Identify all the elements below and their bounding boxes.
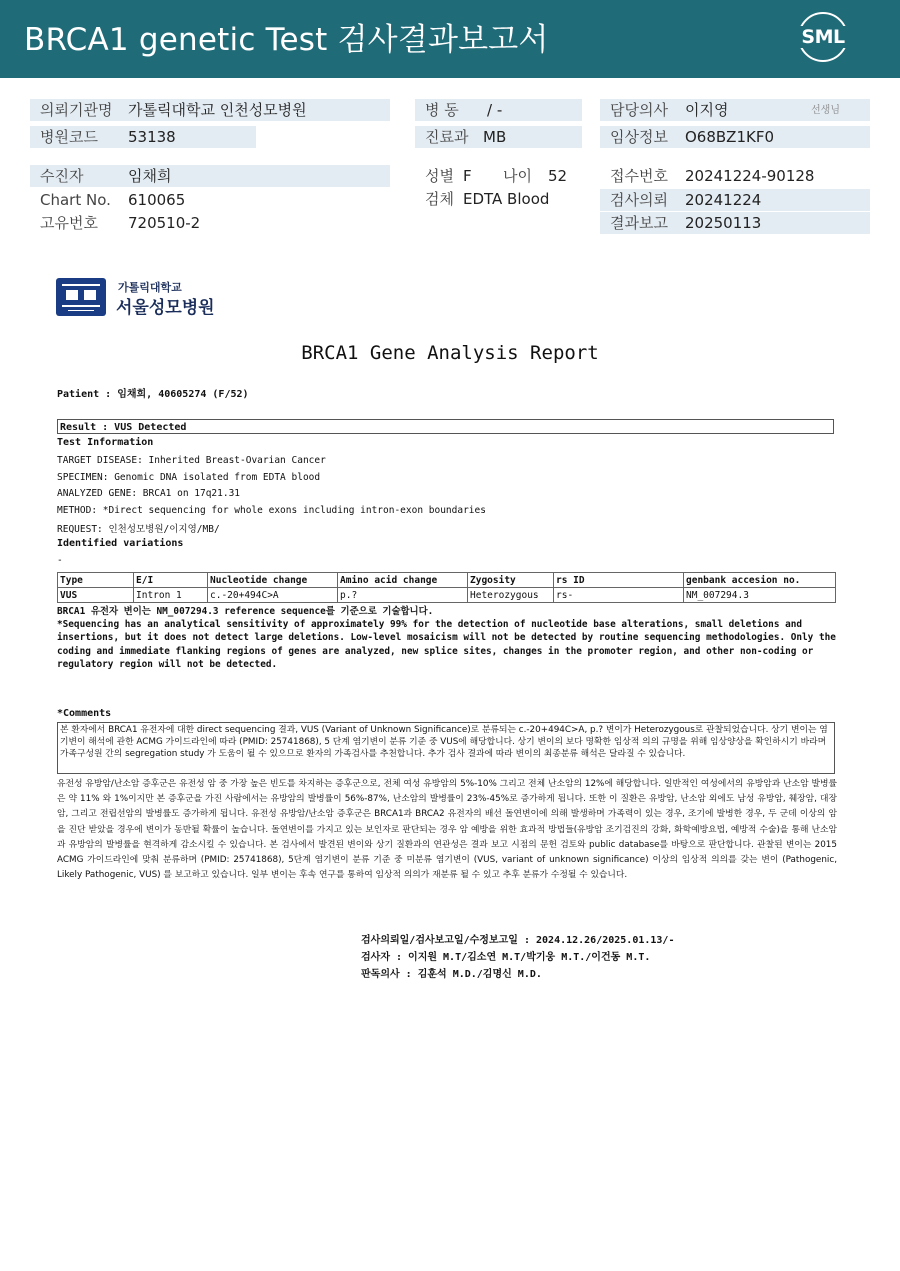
dept-value: MB	[483, 128, 507, 146]
hospital-logo-name: 서울성모병원	[116, 298, 215, 318]
chart-field	[30, 189, 390, 211]
identified-dash: -	[57, 555, 63, 566]
dept-field	[415, 126, 582, 148]
table-header-cell: Zygosity	[468, 573, 554, 588]
receipt-value: 20241224-90128	[685, 167, 815, 185]
table-header-cell: genbank accesion no.	[684, 573, 836, 588]
clinical-value: O68BZ1KF0	[685, 128, 775, 146]
doctor-label: 담당의사	[610, 101, 668, 119]
clinical-field	[600, 126, 870, 148]
sml-logo-text: SML	[801, 26, 845, 48]
age-value: 52	[548, 167, 568, 185]
patient-line: Patient : 임채희, 40605274 (F/52)	[57, 389, 249, 400]
report-date-value: 20250113	[685, 214, 762, 232]
table-cell: Heterozygous	[468, 588, 554, 603]
hospital-code-label: 병원코드	[40, 128, 98, 146]
sex-age-field	[415, 165, 590, 187]
receipt-field	[600, 165, 870, 187]
id-field	[30, 212, 390, 234]
pathologists-line: 판독의사 : 김훈석 M.D./김명신 M.D.	[361, 969, 542, 980]
id-label: 고유번호	[40, 214, 98, 232]
comment-body: 유전성 유방암/난소암 증후군은 유전성 암 중 가장 높은 빈도를 차지하는 증후군으로, 전체 여성 유방암의 5%-10% 그리고 전체 난소암의 12%에 해당합니다. 일반적인 여성에서의 유방암과 난소암 발병률은 약 11% 와 1%이지만 본 증후군을 가진 사람에서는 유방암의 발병률이 56%-87%, 난소암의 발병률이 23%-45%로 증가하게 됩니다. 또한 이 질환은 유방암, 난소암 외에도 남성 유방암, 췌장암, 대장암, 그리고 전립선암의 발병률도 증가하게 됩니다. 유전성 유방암/난소암 증후군은 BRCA1과 BRCA2 유전자의 배선 돌연변이에 의해 발생하며 가족력이 있는 경우, 조기에 발병한 경우, 두 군데 이상의 암을 진단 받았을 경우에 변이가 동반될 확률이 높습니다. 돌연변이를 가지고 있는 보인자로 판단되는 경우 암 예방을 위한 효과적 방법들(유방암 조기검진의 강화, 화학예방요법, 예방적 수술)을 통해 난소암과 유방암의 발병률을 현격하게 감소시킬 수 있습니다. 본 검사에서 발견된 변이와 상기 질환과의 연관성은 결과 보고 시점의 문헌 검토와 public database를 바탕으로 판단합니다. 관찰된 변이는 2015 ACMG 가이드라인에 맞춰 분류하며 (PMID: 25741868), 5단계 염기변이 분류 기준 중 미분류 염기변이 (VUS, variant of unknown significance) 이상의 임상적 의의를 갖는 변이 (Pathogenic, Likely Pathogenic, VUS) 를 보고하고 있습니다. 일부 변이는 후속 연구를 통하여 임상적 의의가 재분류 될 수 있고 추후 분류가 수정될 수 있습니다.	[57, 779, 837, 881]
hospital-emblem-icon	[56, 278, 106, 316]
target-disease: TARGET DISEASE: Inherited Breast-Ovarian Cancer	[57, 455, 326, 466]
report-header	[0, 0, 900, 78]
request-date-label: 검사의뢰	[610, 191, 668, 209]
table-cell: rs-	[554, 588, 684, 603]
hospital-code-field	[30, 126, 256, 148]
specimen-value: EDTA Blood	[463, 190, 550, 208]
hospital-logo	[56, 278, 236, 318]
sex-label: 성별	[425, 167, 454, 185]
result-box: Result : VUS Detected	[57, 419, 834, 434]
report-header-title: BRCA1 genetic Test 검사결과보고서	[24, 22, 549, 58]
report-date-field	[600, 212, 870, 234]
table-row	[58, 588, 836, 603]
request-date-field	[600, 189, 870, 211]
receipt-label: 접수번호	[610, 167, 668, 185]
comment-box: 본 환자에서 BRCA1 유전자에 대한 direct sequencing 결과, VUS (Variant of Unknown Significance)로 분류되는 c.-20+494C>A, p.? 변이가 Heterozygous로 관찰되었습니다. 상기 변이는 염기변이 해석에 관한 ACMG 가이드라인에 따라 (PMID: 25741868), 5 단계 염기변이 분류 기준 중 VUS에 해당합니다. 상기 변이의 보다 명확한 임상적 의의 규명을 위해 임상양상을 확인하시기 바라며 가족구성원 간의 segregation study 가 도움이 될 수 있으므로 환자의 가족검사를 추천합니다. 추가 검사 결과에 따라 변이의 최종분류 해석은 달라질 수 있습니다.	[57, 722, 835, 774]
table-cell: Intron 1	[134, 588, 208, 603]
table-cell: p.?	[338, 588, 468, 603]
request-line: REQUEST: 인천성모병원/이지영/MB/	[57, 524, 220, 535]
comments-heading: *Comments	[57, 708, 112, 719]
report-title: BRCA1 Gene Analysis Report	[301, 342, 599, 364]
hospital-code-value: 53138	[128, 128, 176, 146]
doctor-suffix: 선생님	[811, 105, 840, 116]
report-date-label: 결과보고	[610, 214, 668, 232]
chart-label: Chart No.	[40, 191, 111, 209]
chart-value: 610065	[128, 191, 186, 209]
method-line: METHOD: *Direct sequencing for whole exons including intron-exon boundaries	[57, 505, 486, 516]
specimen-line: SPECIMEN: Genomic DNA isolated from EDTA blood	[57, 472, 321, 483]
variant-table-header	[58, 573, 836, 588]
report-dates-line: 검사의뢰일/검사보고일/수정보고일 : 2024.12.26/2025.01.13/-	[361, 935, 675, 946]
doctor-field	[600, 99, 870, 121]
identified-variations-heading: Identified variations	[57, 538, 184, 549]
institution-label: 의뢰기관명	[40, 101, 113, 119]
ward-label: 병 동	[425, 101, 459, 119]
institution-value: 가톨릭대학교 인천성모병원	[128, 101, 307, 119]
table-header-cell: rs ID	[554, 573, 684, 588]
analyzed-gene: ANALYZED GENE: BRCA1 on 17q21.31	[57, 488, 241, 499]
sensitivity-note: *Sequencing has an analytical sensitivity of approximately 99% for the detection of nucleotide base alterations, small deletions and insertions, but it does not detect large deletions. Low-level mosaicism will not be detected by routine sequencing methodologies. Only the coding and immediate flanking regions of genes are analyzed, new splice sites, changes in the promoter region, and other non-coding or regulatory region will not be detected.	[57, 619, 836, 670]
examiners-line: 검사자 : 이지원 M.T/김소연 M.T/박기웅 M.T./이건동 M.T.	[361, 952, 651, 963]
table-header-cell: E/I	[134, 573, 208, 588]
specimen-field	[415, 188, 590, 210]
request-date-value: 20241224	[685, 191, 762, 209]
table-header-cell: Type	[58, 573, 134, 588]
patient-value: 임채희	[128, 167, 172, 185]
table-header-cell: Nucleotide change	[208, 573, 338, 588]
reference-note: BRCA1 유전자 변이는 NM_007294.3 reference sequence를 기준으로 기술합니다.	[57, 606, 434, 617]
age-label: 나이	[503, 167, 532, 185]
ward-field	[415, 99, 582, 121]
institution-field	[30, 99, 390, 121]
doctor-value: 이지영	[685, 101, 729, 119]
table-cell: VUS	[58, 588, 134, 603]
specimen-label: 검체	[425, 190, 454, 208]
table-header-cell: Amino acid change	[338, 573, 468, 588]
test-information-heading: Test Information	[57, 437, 154, 448]
sml-logo	[798, 12, 852, 66]
patient-field	[30, 165, 390, 187]
table-cell: NM_007294.3	[684, 588, 836, 603]
sex-value: F	[463, 167, 472, 185]
ward-value: / -	[487, 101, 503, 119]
variant-table	[57, 572, 836, 603]
table-cell: c.-20+494C>A	[208, 588, 338, 603]
patient-label: 수진자	[40, 167, 84, 185]
hospital-logo-small-text: 가톨릭대학교	[118, 281, 182, 294]
clinical-label: 임상정보	[610, 128, 668, 146]
dept-label: 진료과	[425, 128, 469, 146]
id-value: 720510-2	[128, 214, 201, 232]
